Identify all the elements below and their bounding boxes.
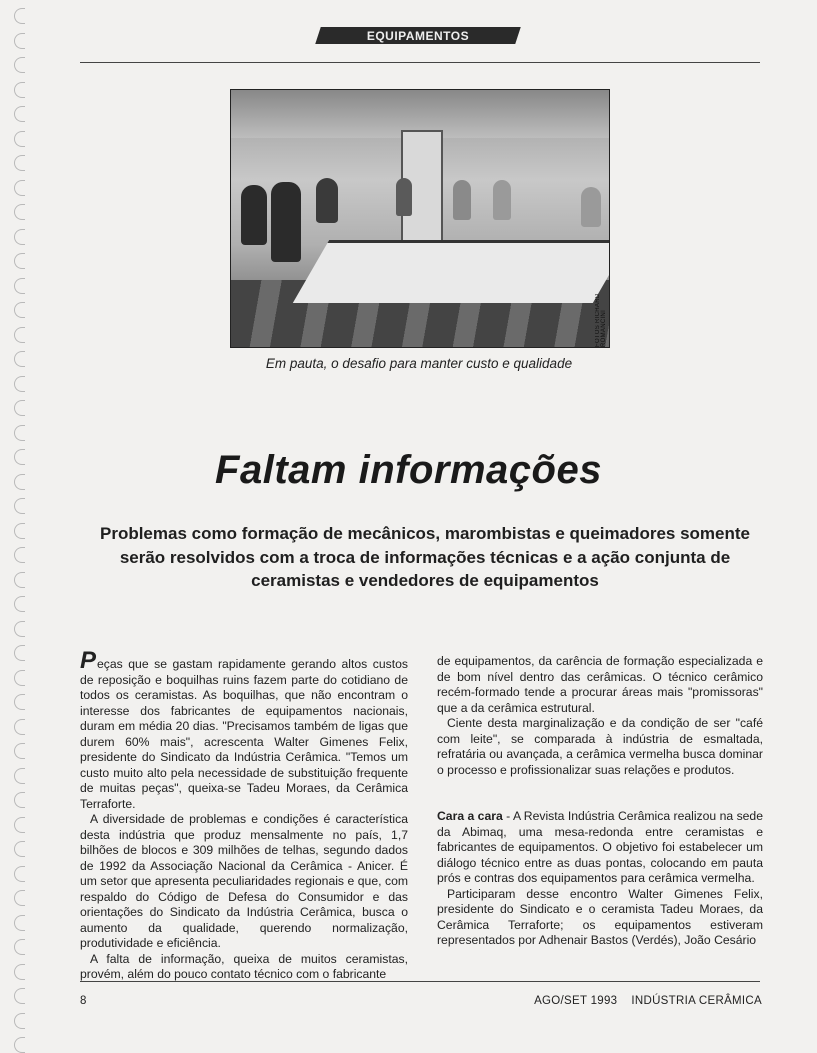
- binding-hole: [14, 719, 25, 735]
- drop-cap: P: [80, 647, 97, 674]
- binding-hole: [14, 1013, 25, 1029]
- binding-hole: [14, 204, 25, 220]
- spiral-binding: [0, 0, 40, 1052]
- binding-hole: [14, 988, 25, 1004]
- binding-hole: [14, 523, 25, 539]
- binding-hole: [14, 572, 25, 588]
- binding-hole: [14, 645, 25, 661]
- headline: Faltam informações: [215, 448, 602, 492]
- paragraph: de equipamentos, da carência de formação especializada e de bom nível dentro das cerâmicas. O técnico cerâmico recém-formado tende a procurar áreas mais "promissoras" que a da cerâmica estrutural.: [437, 654, 763, 715]
- photo-credit: FOTOS RICHARD ROMANCINI: [595, 293, 607, 347]
- binding-hole: [14, 57, 25, 73]
- binding-hole: [14, 155, 25, 171]
- bottom-rule: [80, 981, 760, 982]
- binding-hole: [14, 33, 25, 49]
- binding-hole: [14, 1037, 25, 1053]
- top-rule: [80, 62, 760, 63]
- binding-hole: [14, 792, 25, 808]
- article-column-right: [437, 654, 763, 949]
- binding-hole: [14, 131, 25, 147]
- subheadline: Problemas como formação de mecânicos, marombistas e queimadores somente serão resolvidos com a troca de informações técnicas e a ação conjunta de ceramistas e vendedores de equipamentos: [99, 524, 750, 590]
- article-column-left: [80, 647, 408, 983]
- binding-hole: [14, 890, 25, 906]
- binding-hole: [14, 400, 25, 416]
- binding-hole: [14, 376, 25, 392]
- binding-hole: [14, 302, 25, 318]
- binding-hole: [14, 547, 25, 563]
- running-footer: [534, 995, 762, 1007]
- binding-hole: [14, 621, 25, 637]
- binding-hole: [14, 841, 25, 857]
- paragraph: Cara a cara - A Revista Indústria Cerâmica realizou na sede da Abimaq, uma mesa-redonda entre ceramistas e fabricantes de equipamentos. O objetivo foi estabelecer um diálogo técnico entre as duas pontas, colocando em pauta prós e contras dos equipamentos para cerâmica vermelha.: [437, 809, 763, 885]
- binding-hole: [14, 498, 25, 514]
- issue-date: AGO/SET 1993: [534, 995, 618, 1007]
- paragraph: A diversidade de problemas e condições é característica desta indústria que produz mensalmente no país, 1,7 bilhões de blocos e 309 milhões de telhas, segundo dados de 1992 da Associação Nacional da Cerâmica - Anicer. É um setor que apresenta peculiaridades regionais e que, com respaldo do Código de Defesa do Consumidor e das orientações do Sindicato da Indústria Cerâmica, busca o aumento da qualidade, querendo normalização, produtividade e eficiência.: [80, 812, 408, 950]
- binding-hole: [14, 278, 25, 294]
- binding-hole: [14, 964, 25, 980]
- binding-hole: [14, 768, 25, 784]
- paragraph: Participaram desse encontro Walter Gimenes Felix, presidente do Sindicato e o ceramista Tadeu Moraes, da Cerâmica Terraforte; os equipamentos estiveram representados por Adhenair Bastos (Verdés), João Cesário: [437, 886, 763, 947]
- binding-hole: [14, 694, 25, 710]
- inline-subtitle: Cara a cara: [437, 809, 503, 823]
- section-label: EQUIPAMENTOS: [366, 28, 470, 43]
- binding-hole: [14, 866, 25, 882]
- binding-hole: [14, 82, 25, 98]
- binding-hole: [14, 8, 25, 24]
- binding-hole: [14, 425, 25, 441]
- binding-hole: [14, 915, 25, 931]
- binding-hole: [14, 817, 25, 833]
- binding-hole: [14, 180, 25, 196]
- binding-hole: [14, 351, 25, 367]
- binding-hole: [14, 596, 25, 612]
- paragraph: Peças que se gastam rapidamente gerando altos custos de reposição e boquilhas ruins fazem parte do cotidiano de todos os ceramistas. As boquilhas, que não encontram o interesse dos fabricantes de equipamentos nacionais, duram em média 20 dias. "Precisamos também de ligas que durem 60% mais", acrescenta Walter Gimenes Felix, presidente do Sindicato da Indústria Cerâmica. "Temos um custo muito alto pela necessidade de substituição frequente de muitas peças", queixa-se Tadeu Moraes, da Cerâmica Terraforte.: [80, 647, 408, 811]
- paragraph: Ciente desta marginalização e da condição de ser "café com leite", se comparada à indústria de esmaltada, refratária ou avançada, a cerâmica vermelha busca dominar o processo e profissionalizar suas relações e produtos.: [437, 716, 763, 777]
- binding-hole: [14, 670, 25, 686]
- page-number: 8: [80, 995, 87, 1007]
- binding-hole: [14, 253, 25, 269]
- meeting-photo: [230, 89, 610, 348]
- binding-hole: [14, 229, 25, 245]
- binding-hole: [14, 327, 25, 343]
- photo-caption: Em pauta, o desafio para manter custo e qualidade: [265, 356, 573, 371]
- paragraph: A falta de informação, queixa de muitos ceramistas, provém, além do pouco contato técnico com o fabricante: [80, 951, 408, 981]
- publication-name: INDÚSTRIA CERÂMICA: [631, 995, 762, 1007]
- binding-hole: [14, 106, 25, 122]
- binding-hole: [14, 939, 25, 955]
- binding-hole: [14, 743, 25, 759]
- section-tag: [315, 27, 521, 44]
